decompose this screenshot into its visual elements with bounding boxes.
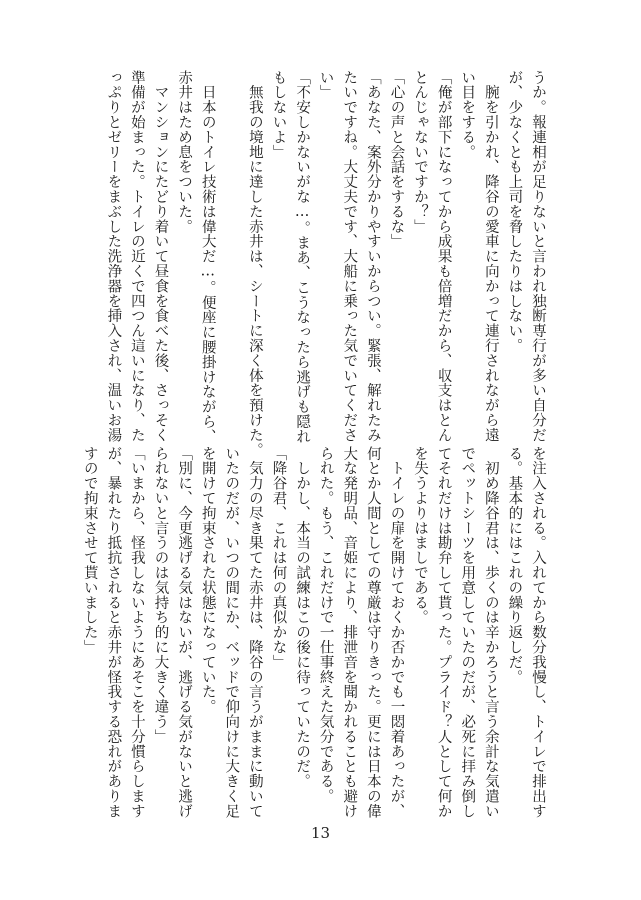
text-line: トイレの扉を開けておくか否かでも一悶着あったが、 <box>388 446 405 819</box>
text-line: 日本のトイレ技術は偉大だ…。便座に腰掛けながら、 <box>199 70 216 444</box>
text-line: を開けて拘束された状態になっていた。 <box>199 446 216 715</box>
text-line: っぷりとゼリーをまぶした洗浄器を挿入され、温いお湯 <box>105 70 122 443</box>
scene-break <box>219 70 243 410</box>
lower-text-block <box>77 446 549 819</box>
text-line: られた。もう、これだけで一仕事終えた気分である。 <box>317 446 334 804</box>
text-line: 「いまから、怪我しないようにあそこを十分慣らします <box>128 446 145 819</box>
text-line: 準備が始まった。トイレの近くで四つん這いになり、た <box>128 70 145 443</box>
text-line: 「あなた、案外分かりやすいからつい。緊張、解れたみ <box>364 70 381 443</box>
text-line: いたのだが、いつの間にか、ベッドで仰向けに大きく足 <box>223 446 240 819</box>
text-line: い目をする。 <box>459 70 476 160</box>
text-line: を注入される。入れてから数分我慢し、トイレで排出す <box>530 446 546 819</box>
text-line: 「別に、今更逃げる気はないが、逃げる気がないと逃げ <box>176 446 193 819</box>
text-line: しかし、本当の試練はこの後に待っていたのだ。 <box>294 446 311 789</box>
text-line: 大な発明品、音姫により、排泄音を聞かれることも避け <box>341 446 358 819</box>
text-line: 何とか人間としての尊厳は守りきった。更には日本の偉 <box>364 446 381 819</box>
text-line: が、少なくとも上司を脅したりはしない。 <box>506 70 523 354</box>
text-line: すので拘束させて貰いました」 <box>81 446 98 655</box>
text-line: うか。報連相が足りないと言われ独断専行が多い自分だ <box>530 70 546 443</box>
text-line: 「心の声と会話をするな」 <box>388 70 405 249</box>
text-line: マンションにたどり着いて昼食を食べた後、さっそく <box>152 70 169 443</box>
text-line: 気力の尽き果てた赤井は、降谷の言うがままに動いて <box>246 446 263 819</box>
text-line: 無我の境地に達した赤井は、シートに深く体を預けた。 <box>246 70 263 458</box>
text-line: 腕を引かれ、降谷の愛車に向かって連行されながら遠 <box>482 70 499 443</box>
text-line: とんじゃないですか？」 <box>412 70 429 234</box>
text-line: が、暴れたり抵抗されると赤井が怪我する恐れがありま <box>105 446 122 819</box>
text-line: 赤井はため息をついた。 <box>176 70 193 234</box>
text-line: られないと言うのは気持ち的に大きく違う」 <box>152 446 169 744</box>
page-number: 13 <box>310 824 331 842</box>
text-line: い」 <box>317 70 334 100</box>
text-line: 「不安しかないがな…。まあ、こうなったら逃げも隠れ <box>294 70 311 444</box>
text-line: る。基本的にはこれの繰り返しだ。 <box>506 446 523 685</box>
text-line: 初め降谷君は、歩くのは辛かろうと言う余計な気遣い <box>482 446 499 819</box>
text-line: を失うよりはましである。 <box>412 446 429 625</box>
text-line: たいですね。大丈夫です、大船に乗った気でいてくださ <box>341 70 358 443</box>
text-line: 「俺が部下になってから成果も倍増だから、収支はとん <box>435 70 452 443</box>
text-line: もしないよ」 <box>270 70 287 160</box>
text-line: でペットシーツを用意していたのだが、必死に拝み倒し <box>459 446 476 819</box>
upper-text-block <box>101 70 549 458</box>
text-line: てそれだけは勘弁して貰った。プライド？人として何か <box>435 446 452 819</box>
text-line: 「降谷君、これは何の真似かな」 <box>270 446 287 670</box>
